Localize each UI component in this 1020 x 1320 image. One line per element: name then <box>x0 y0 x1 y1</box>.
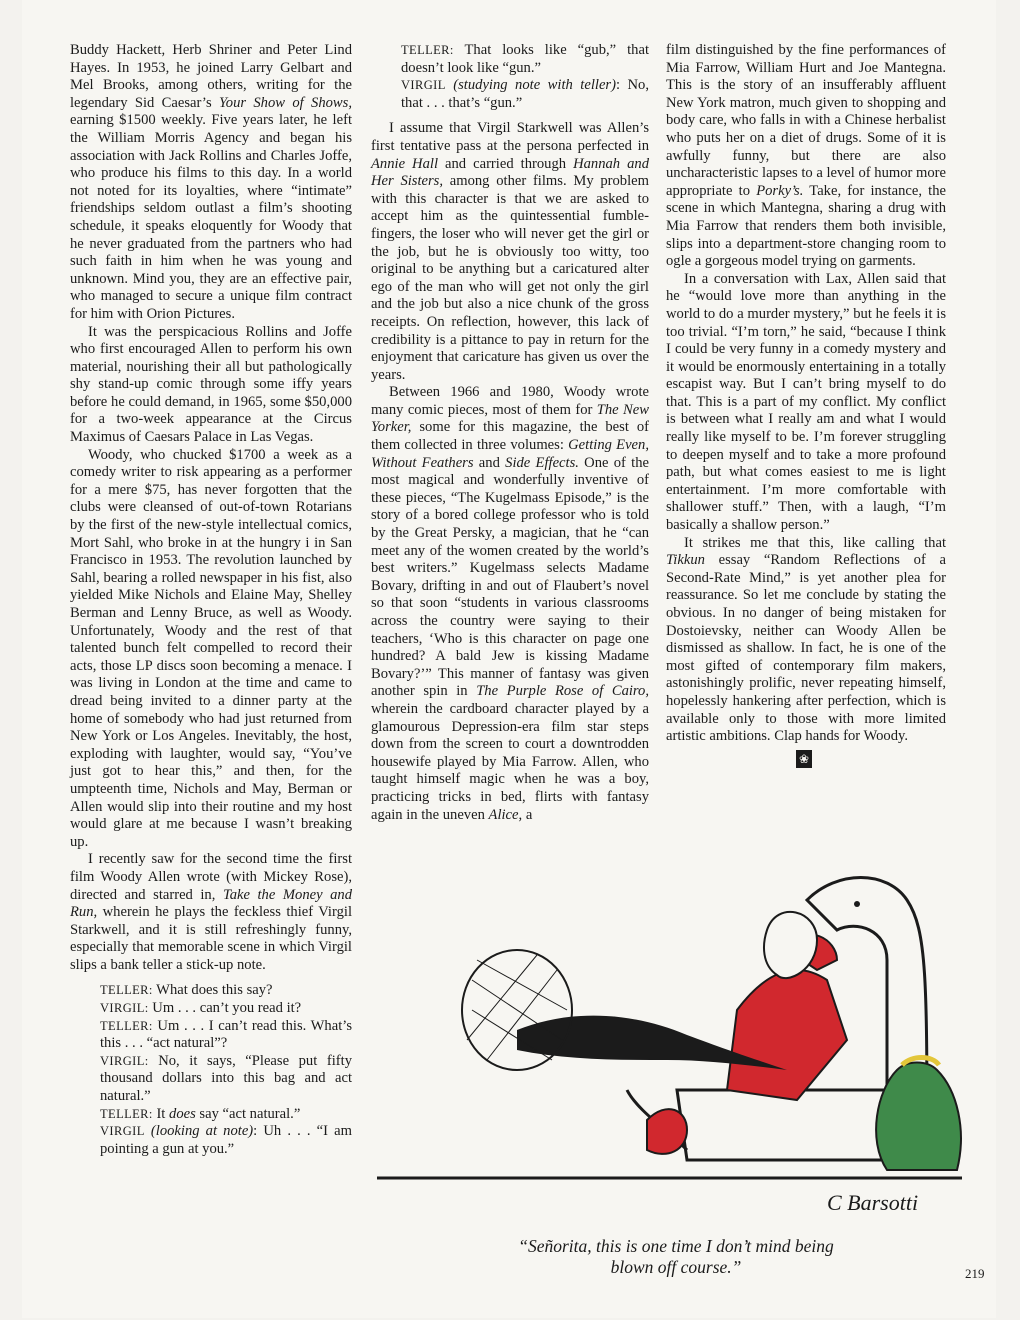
paragraph: I assume that Virgil Starkwell was Allen’s first tentative pass at the persona perfected in Annie Hall and carried through Hannah and Her Sisters, among other films. My problem with this character is that we are asked to accept him as the quintessential fumble-fingers, the loser who will never get the girl or the job, but he is obviously too witty, too original to be anything but a caricatured alter ego of the man who will get not only the girl and the job but also a nice chunk of the gross receipts. On reflection, however, this lack of credibility is a pittance to pay in return for the enjoyment that caricature has given us over the years. <box>371 120 649 383</box>
column-3 <box>666 42 946 768</box>
dialogue-line: TELLER: It does say “act natural.” <box>100 1105 301 1122</box>
paragraph: It was the perspicacious Rollins and Joffe who first encouraged Allen to perform his own material, nourishing their all but pathologically shy stand-up comic through some iffy years before he could demand, in 1965, some $50,000 for a two-week appearance at the Circus Maximus of Caesars Palace in Las Vegas. <box>70 323 352 446</box>
santa-coat <box>727 970 847 1100</box>
rabbit-head-icon: ❀ <box>796 750 812 768</box>
dialogue-line: VIRGIL (looking at note): Uh . . . “I am pointing a gun at you.” <box>100 1123 352 1157</box>
dialogue-line: VIRGIL (studying note with teller): No, that . . . that’s “gun.” <box>401 77 649 111</box>
paragraph: Between 1966 and 1980, Woody wrote many comic pieces, most of them for The New Yorker, some for this magazine, the best of them collected in three volumes: Getting Even, Without Feathers and Side Effects. One of the most magical and wonderfully inventive of these pieces, “The Kugelmass Episode,” is the story of a bored college professor who is told by the Great Persky, a magician, that he “can meet any of the women created by the world’s best writers.” Kugelmass selects Madame Bovary, drifting in and out of Flaubert’s novel so that soon “students in various classrooms across the country were saying to their teachers, ‘Who is this character on page one hundred? A bald Jew is kissing Madame Bovary?’” This manner of fantasy was given another spin in The Purple Rose of Cairo, wherein the cardboard character played by a glamourous Depression-era film star steps down from the screen to court a downtrodden housewife played by Mia Farrow. Allen, who taught himself magic when he was a boy, practicing tricks in bed, flirts with fantasy again in the uneven Alice, a <box>371 384 650 823</box>
paragraph: Woody, who chucked $1700 a week as a comedy writer to risk appearing as a performer for a mere $75, has never forgotten that the clubs were cleansed of out-of-town Rotarians by the first of the new-style intellectual comics, Mort Sahl, who broke in at the hungry i in San Francisco in 1953. The revolution launched by Sahl, bearing a rolled newspaper in his fist, also yielded Mike Nichols and Elaine May, Shelley Berman and Lenny Bruce, as well as Woody. Unfortunately, Woody and the rest of that talented bunch felt compelled to record their acts, those LP discs soon becoming a menace. I was living in London at the time and came to dread being invited to a dinner party at the home of somebody who had just returned from New York or Los Angeles. Inevitably, the host, exploding with laughter, would say, “You’ve just got to hear this,” and then, for the umpteenth time, Nichols and May, Berman or Allen would slip into their routine and my host would glare at me because I wasn’t breaking up. <box>70 446 352 850</box>
paragraph: I recently saw for the second time the first film Woody Allen wrote (with Mickey Rose), directed and starred in, Take the Money and Run, wherein he plays the feckless thief Virgil Starkwell, and it is still refreshingly funny, especially that memorable scene in which Virgil slips a bank teller a stick-up note. <box>70 851 353 973</box>
paragraph: It strikes me that this, like calling that Tikkun essay “Random Reflections of a Second-Rate Mind,” is yet another plea for reassurance. So let me conclude by stating the obvious. In no danger of being mistaken for Dostoievsky, neither can Woody Allen be dismissed as shallow. In fact, he is one of the most gifted of contemporary film makers, astonishingly prolific, never repeating himself, hopelessly hankering after perfection, which is available only to those with more limited artistic ambitions. Clap hands for Woody. <box>666 534 946 745</box>
paragraph: Buddy Hackett, Herb Shriner and Peter Lind Hayes. In 1953, he joined Larry Gelbart and Mel Brooks, among others, writing for the legendary Sid Caesar’s Your Show of Shows, earning $1500 weekly. Five years later, he left the William Morris Agency and began his association with Jack Rollins and Charles Joffe, who produce his films to this day. In a world not noted for its loyalties, where “intimate” friendships seldom outlast a film’s shooting schedule, it speaks eloquently for Woody that he never graduated from the partners who had such faith in him when he was young and unknown. Mind you, they are an effective pair, who managed to secure a unique film contract for him with Orion Pictures. <box>70 42 352 322</box>
dialogue-line: VIRGIL: No, it says, “Please put fifty thousand dollars into this bag and act natural.” <box>100 1052 352 1105</box>
dialogue-line: TELLER: Um . . . I can’t read this. What’s this . . . “act natural”? <box>100 1017 352 1052</box>
woman-top <box>647 1109 687 1154</box>
page-number: 219 <box>965 1266 985 1281</box>
column-1 <box>70 42 352 1158</box>
column-2 <box>371 42 649 824</box>
dialogue-line: TELLER: What does this say? <box>100 982 273 999</box>
magazine-page <box>22 0 996 1318</box>
paragraph: film distinguished by the fine performances of Mia Farrow, William Hurt and Joe Mantegna. This is the story of an insufferably affluent New York matron, much given to shopping and body care, who falls in with a Chinese herbalist who puts her on a diet of drugs. Some of it is awfully funny, but there are also uncharacteristic lapses to a level of humor more appropriate to Porky’s. Take, for instance, the scene in which Mantegna, sharing a drug with Mia Farrow that renders them both invisible, slips into a department-store changing room to ogle a gorgeous model trying on garments. <box>666 42 947 270</box>
paragraph: In a conversation with Lax, Allen said that he “would love more than anything in the world to do a murder mystery,” but he feels it is too trivial. “I’m torn,” he said, “because I think I could be very funny in a comedy mystery and it would be enormously entertaining in a totally escapist way. But I can’t bring myself to do that. This is a part of my conflict. My conflict is between what I really am and what I would really like myself to be. I’m forever struggling to deepen myself and to take a more profound path, but what comes easiest to me is light entertainment. I’m more comfortable with shallower stuff.” Then, with a laugh, “I’m basically a shallow person.” <box>666 270 946 534</box>
dialogue-line: VIRGIL: Um . . . can’t you read it? <box>100 1000 302 1017</box>
chair-ornament <box>854 901 860 907</box>
artist-signature: C Barsotti <box>827 1190 919 1215</box>
cartoon-illustration <box>367 860 967 1230</box>
santa-face <box>764 912 817 978</box>
cartoon-caption: “Señorita, this is one time I don’t mind being blown off course.” <box>518 1236 834 1277</box>
dialogue-line: TELLER: That looks like “gub,” that doesn’t look like “gun.” <box>401 42 649 76</box>
end-mark <box>666 746 946 769</box>
